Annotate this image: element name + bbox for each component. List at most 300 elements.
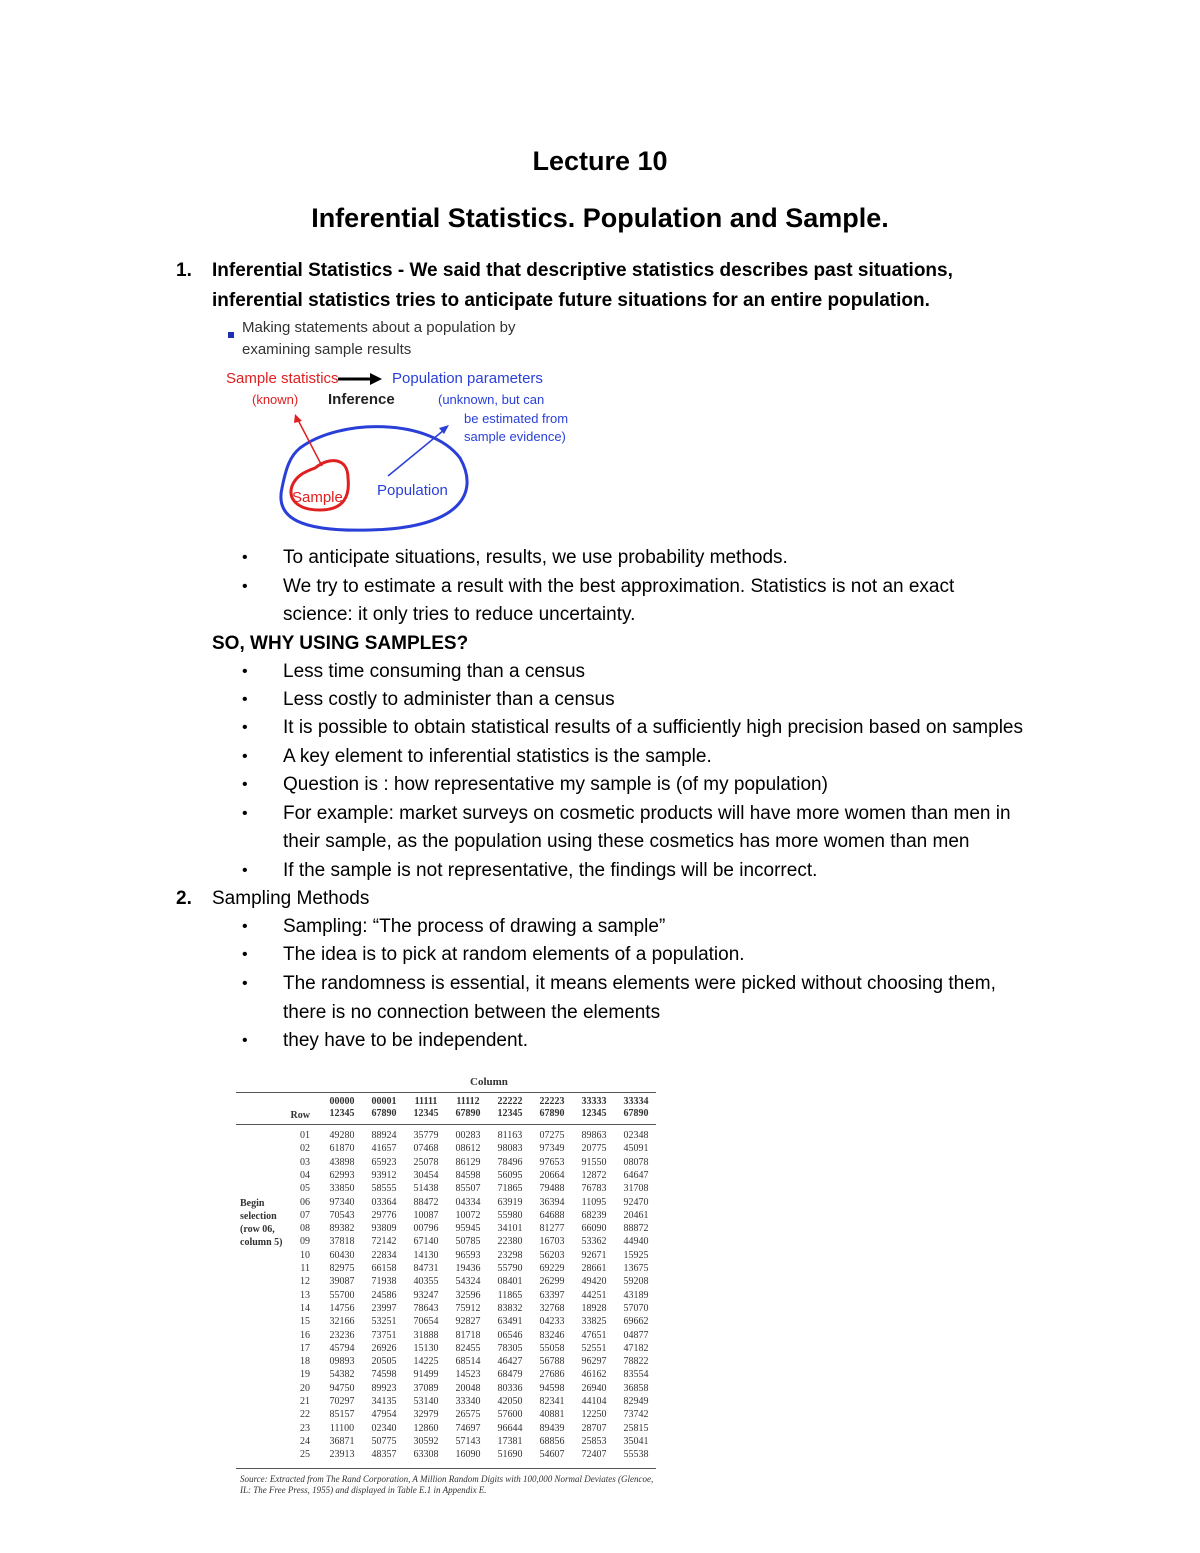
table-cell: 70654 <box>413 1316 439 1328</box>
bullet-icon: • <box>242 862 248 879</box>
table-cell: 56788 <box>539 1356 565 1368</box>
bullet-icon: • <box>242 1032 248 1049</box>
table-cell: 78305 <box>497 1342 523 1354</box>
bullet-icon: • <box>242 719 248 736</box>
table-cell: 88472 <box>413 1196 439 1208</box>
column-header-line: 33334 <box>623 1096 649 1107</box>
table-cell: 67140 <box>413 1236 439 1248</box>
table-cell: 27686 <box>539 1369 565 1381</box>
column-header-line: 67890 <box>371 1108 397 1119</box>
table-cell: 39087 <box>329 1276 355 1288</box>
table-cell: 74697 <box>455 1422 481 1434</box>
table-cell: 25815 <box>623 1422 649 1434</box>
population-sample-shapes <box>220 318 580 543</box>
table-cell: 81277 <box>539 1223 565 1235</box>
table-cell: 89382 <box>329 1223 355 1235</box>
table-cell: 50785 <box>455 1236 481 1248</box>
page-title: Inferential Statistics. Population and Sample. <box>311 203 889 233</box>
table-cell: 26940 <box>581 1382 607 1394</box>
table-cell: 65923 <box>371 1156 397 1168</box>
table-cell: 58555 <box>371 1183 397 1195</box>
table-cell: 92671 <box>581 1249 607 1261</box>
table-cell: 14756 <box>329 1302 355 1314</box>
table-cell: 12860 <box>413 1422 439 1434</box>
list-item: they have to be independent. <box>283 1030 529 1051</box>
table-cell: 10072 <box>455 1209 481 1221</box>
column-header <box>406 1096 446 1120</box>
table-cell: 73742 <box>623 1409 649 1421</box>
table-cell: 53140 <box>413 1396 439 1407</box>
table-cell: 08612 <box>455 1143 481 1155</box>
known-label: (known) <box>252 392 299 407</box>
row-number: 18 <box>300 1356 310 1368</box>
table-cell: 55980 <box>497 1209 523 1221</box>
row-number: 03 <box>300 1156 310 1168</box>
bullet-icon: • <box>242 578 248 595</box>
table-cell: 02348 <box>623 1130 649 1141</box>
table-cell: 04233 <box>539 1316 565 1328</box>
list-item: The idea is to pick at random elements of a population. <box>283 944 745 965</box>
column-header-line: 67890 <box>455 1108 481 1119</box>
table-cell: 79488 <box>539 1183 565 1195</box>
table-cell: 14523 <box>455 1369 481 1381</box>
row-number: 10 <box>300 1249 310 1261</box>
inference-diagram <box>220 318 580 543</box>
table-cell: 46427 <box>497 1356 523 1368</box>
table-cell: 48357 <box>371 1449 397 1461</box>
row-number: 05 <box>300 1183 310 1195</box>
table-cell: 63919 <box>497 1196 523 1208</box>
table-cell: 36394 <box>539 1196 565 1208</box>
table-cell: 34101 <box>497 1223 523 1235</box>
table-cell: 11865 <box>497 1289 523 1301</box>
column-header <box>574 1096 614 1120</box>
list-item: To anticipate situations, results, we use probability methods. <box>283 547 788 568</box>
table-cell: 47651 <box>581 1329 607 1341</box>
table-bottom-rule <box>236 1468 656 1469</box>
table-cell: 14225 <box>413 1356 439 1368</box>
table-cell: 20664 <box>539 1169 565 1181</box>
table-cell: 06546 <box>497 1329 523 1341</box>
unknown-label-3: sample evidence) <box>464 429 566 444</box>
table-cell: 66158 <box>371 1263 397 1274</box>
bullet-icon: • <box>242 975 248 992</box>
section-2-title: Sampling Methods <box>212 888 370 909</box>
table-source: Source: Extracted from The Rand Corporation, A Million Random Digits with 100,000 Normal Deviates (Glencoe, IL: The Free Press, 1955) and displayed in Table E.1 in Appendix E. <box>240 1474 654 1495</box>
list-item: It is possible to obtain statistical results of a sufficiently high precision based on samples <box>283 717 1023 738</box>
table-cell: 60430 <box>329 1249 355 1261</box>
column-header-line: 33333 <box>581 1096 607 1107</box>
table-cell: 12250 <box>581 1409 607 1421</box>
table-cell: 85157 <box>329 1409 355 1421</box>
table-cell: 51690 <box>497 1449 523 1461</box>
diagram-bullet-line-2: examining sample results <box>242 341 412 358</box>
table-cell: 68479 <box>497 1369 523 1381</box>
table-cell: 80336 <box>497 1382 523 1394</box>
table-cell: 63308 <box>413 1449 439 1461</box>
bullet-icon: • <box>242 946 248 963</box>
row-number: 19 <box>300 1369 310 1381</box>
table-cell: 55790 <box>497 1263 523 1274</box>
table-cell: 66090 <box>581 1223 607 1235</box>
column-header-line: 22222 <box>497 1096 523 1107</box>
list-item: We try to estimate a result with the best approximation. Statistics is not an exact <box>283 576 955 597</box>
table-cell: 97349 <box>539 1143 565 1155</box>
row-header: Row <box>290 1110 310 1121</box>
table-cell: 53251 <box>371 1316 397 1328</box>
table-cell: 68856 <box>539 1435 565 1447</box>
unknown-label-1: (unknown, but can <box>438 392 545 407</box>
table-cell: 64647 <box>623 1169 649 1181</box>
table-cell: 28707 <box>581 1422 607 1434</box>
table-cell: 16703 <box>539 1236 565 1248</box>
list-item: A key element to inferential statistics is the sample. <box>283 746 712 767</box>
table-cell: 68239 <box>581 1209 607 1221</box>
table-cell: 96644 <box>497 1422 523 1434</box>
list-item: If the sample is not representative, the findings will be incorrect. <box>283 860 818 881</box>
table-cell: 32166 <box>329 1316 355 1328</box>
table-cell: 57143 <box>455 1435 481 1447</box>
table-cell: 82949 <box>623 1396 649 1407</box>
table-cell: 20505 <box>371 1356 397 1368</box>
table-cell: 15130 <box>413 1342 439 1354</box>
table-cell: 73751 <box>371 1329 397 1341</box>
table-cell: 76783 <box>581 1183 607 1195</box>
table-cell: 30454 <box>413 1169 439 1181</box>
table-cell: 20048 <box>455 1382 481 1394</box>
table-cell: 88924 <box>371 1130 397 1141</box>
table-cell: 22380 <box>497 1236 523 1248</box>
table-cell: 59208 <box>623 1276 649 1288</box>
bullet-icon: • <box>242 805 248 822</box>
table-cell: 32979 <box>413 1409 439 1421</box>
table-cell: 89439 <box>539 1422 565 1434</box>
table-cell: 64688 <box>539 1209 565 1221</box>
table-cell: 82341 <box>539 1396 565 1407</box>
population-label: Population <box>377 482 448 499</box>
row-number: 13 <box>300 1289 310 1301</box>
table-cell: 63397 <box>539 1289 565 1301</box>
row-number: 21 <box>300 1396 310 1407</box>
table-cell: 72407 <box>581 1449 607 1461</box>
table-cell: 92827 <box>455 1316 481 1328</box>
sample-statistics-label: Sample statistics <box>226 370 339 387</box>
table-cell: 20775 <box>581 1143 607 1155</box>
section-1-line-2: inferential statistics tries to anticipate future situations for an entire population. <box>212 290 930 311</box>
table-cell: 83246 <box>539 1329 565 1341</box>
table-cell: 74598 <box>371 1369 397 1381</box>
table-cell: 56095 <box>497 1169 523 1181</box>
table-cell: 57070 <box>623 1302 649 1314</box>
table-cell: 33340 <box>455 1396 481 1407</box>
column-header-line: 67890 <box>539 1108 565 1119</box>
table-cell: 85507 <box>455 1183 481 1195</box>
table-cell: 78822 <box>623 1356 649 1368</box>
table-cell: 08401 <box>497 1276 523 1288</box>
table-cell: 72142 <box>371 1236 397 1248</box>
column-header-line: 00001 <box>371 1096 397 1107</box>
table-caption: Column <box>470 1076 508 1088</box>
table-cell: 26926 <box>371 1342 397 1354</box>
table-cell: 47182 <box>623 1342 649 1354</box>
begin-selection-line: Begin <box>240 1197 265 1209</box>
table-cell: 08078 <box>623 1156 649 1168</box>
table-cell: 81718 <box>455 1329 481 1341</box>
table-cell: 47954 <box>371 1409 397 1421</box>
table-cell: 69229 <box>539 1263 565 1274</box>
table-cell: 83554 <box>623 1369 649 1381</box>
table-cell: 61870 <box>329 1143 355 1155</box>
row-number: 17 <box>300 1342 310 1354</box>
row-number: 01 <box>300 1130 310 1141</box>
table-cell: 71865 <box>497 1183 523 1195</box>
table-cell: 04877 <box>623 1329 649 1341</box>
table-cell: 71938 <box>371 1276 397 1288</box>
table-cell: 43898 <box>329 1156 355 1168</box>
section-2-number: 2. <box>176 888 192 909</box>
table-cell: 93247 <box>413 1289 439 1301</box>
table-cell: 62993 <box>329 1169 355 1181</box>
table-cell: 16090 <box>455 1449 481 1461</box>
inference-label: Inference <box>328 391 395 408</box>
table-cell: 50775 <box>371 1435 397 1447</box>
column-header <box>532 1096 572 1120</box>
row-number: 14 <box>300 1302 310 1314</box>
column-header <box>616 1096 656 1120</box>
random-numbers-table <box>236 1072 656 1495</box>
list-item-continued: their sample, as the population using these cosmetics has more women than men <box>283 831 970 852</box>
bullet-icon: • <box>242 663 248 680</box>
table-cell: 96297 <box>581 1356 607 1368</box>
table-cell: 93809 <box>371 1223 397 1235</box>
table-cell: 10087 <box>413 1209 439 1221</box>
row-number: 09 <box>300 1236 310 1248</box>
table-cell: 40881 <box>539 1409 565 1421</box>
table-cell: 97653 <box>539 1156 565 1168</box>
table-cell: 09893 <box>329 1356 355 1368</box>
table-cell: 81163 <box>497 1130 523 1141</box>
table-cell: 04334 <box>455 1196 481 1208</box>
table-cell: 34135 <box>371 1396 397 1407</box>
begin-selection-line: (row 06, <box>240 1224 275 1236</box>
list-item: Less time consuming than a census <box>283 661 586 682</box>
table-cell: 23997 <box>371 1302 397 1314</box>
section-1-line-1: Inferential Statistics - We said that descriptive statistics describes past situations, <box>212 260 953 281</box>
row-number: 11 <box>300 1263 310 1274</box>
table-cell: 25078 <box>413 1156 439 1168</box>
table-cell: 23298 <box>497 1249 523 1261</box>
table-cell: 95945 <box>455 1223 481 1235</box>
row-number: 04 <box>300 1169 310 1181</box>
table-cell: 55538 <box>623 1449 649 1461</box>
population-parameters-label: Population parameters <box>392 370 543 387</box>
row-number: 12 <box>300 1276 310 1288</box>
table-cell: 00796 <box>413 1223 439 1235</box>
column-header <box>364 1096 404 1120</box>
table-cell: 91550 <box>581 1156 607 1168</box>
bullet-icon: • <box>242 748 248 765</box>
table-cell: 45091 <box>623 1143 649 1155</box>
table-cell: 97340 <box>329 1196 355 1208</box>
row-number: 08 <box>300 1223 310 1235</box>
table-cell: 51438 <box>413 1183 439 1195</box>
table-cell: 91499 <box>413 1369 439 1381</box>
table-cell: 84598 <box>455 1169 481 1181</box>
column-header <box>322 1096 362 1120</box>
table-cell: 22834 <box>371 1249 397 1261</box>
column-header-line: 67890 <box>623 1108 649 1119</box>
list-item: For example: market surveys on cosmetic products will have more women than men in <box>283 803 1011 824</box>
table-cell: 15925 <box>623 1249 649 1261</box>
table-cell: 37089 <box>413 1382 439 1394</box>
table-cell: 78496 <box>497 1156 523 1168</box>
table-cell: 32596 <box>455 1289 481 1301</box>
table-cell: 49420 <box>581 1276 607 1288</box>
table-cell: 54382 <box>329 1369 355 1381</box>
table-cell: 89923 <box>371 1382 397 1394</box>
table-cell: 93912 <box>371 1169 397 1181</box>
table-cell: 96593 <box>455 1249 481 1261</box>
table-cell: 11100 <box>329 1422 355 1434</box>
table-cell: 28661 <box>581 1263 607 1274</box>
table-cell: 14130 <box>413 1249 439 1261</box>
table-cell: 55700 <box>329 1289 355 1301</box>
list-item: The randomness is essential, it means elements were picked without choosing them, <box>283 973 996 994</box>
table-cell: 33850 <box>329 1183 355 1195</box>
table-cell: 23236 <box>329 1329 355 1341</box>
column-header-line: 11111 <box>414 1096 438 1107</box>
row-number: 22 <box>300 1409 310 1421</box>
list-item: Sampling: “The process of drawing a sample” <box>283 916 666 937</box>
table-cell: 31708 <box>623 1183 649 1195</box>
table-cell: 32768 <box>539 1302 565 1314</box>
table-cell: 17381 <box>497 1435 523 1447</box>
column-header-line: 11112 <box>456 1096 480 1107</box>
row-number: 20 <box>300 1382 310 1394</box>
table-cell: 49280 <box>329 1130 355 1141</box>
table-cell: 89863 <box>581 1130 607 1141</box>
sample-label: Sample <box>292 489 343 506</box>
table-cell: 98083 <box>497 1143 523 1155</box>
table-cell: 46162 <box>581 1369 607 1381</box>
unknown-label-2: be estimated from <box>464 411 569 426</box>
table-cell: 26299 <box>539 1276 565 1288</box>
table-cell: 30592 <box>413 1435 439 1447</box>
column-header-line: 12345 <box>329 1108 355 1119</box>
table-cell: 42050 <box>497 1396 523 1407</box>
column-header-line: 12345 <box>581 1108 607 1119</box>
table-cell: 00283 <box>455 1130 481 1141</box>
table-cell: 70543 <box>329 1209 355 1221</box>
table-cell: 94598 <box>539 1382 565 1394</box>
row-number: 07 <box>300 1209 310 1221</box>
why-heading: SO, WHY USING SAMPLES? <box>212 633 469 654</box>
begin-selection-line: column 5) <box>240 1237 283 1249</box>
table-cell: 92470 <box>623 1196 649 1208</box>
lecture-title: Lecture 10 <box>532 146 668 176</box>
table-cell: 57600 <box>497 1409 523 1421</box>
table-cell: 53362 <box>581 1236 607 1248</box>
row-number: 02 <box>300 1143 310 1155</box>
table-cell: 40355 <box>413 1276 439 1288</box>
row-number: 25 <box>300 1449 310 1461</box>
row-number: 23 <box>300 1422 310 1434</box>
row-number: 06 <box>300 1196 310 1208</box>
table-cell: 26575 <box>455 1409 481 1421</box>
table-cell: 45794 <box>329 1342 355 1354</box>
table-cell: 69662 <box>623 1316 649 1328</box>
table-cell: 35041 <box>623 1435 649 1447</box>
column-header <box>490 1096 530 1120</box>
list-item: Less costly to administer than a census <box>283 689 615 710</box>
table-cell: 35779 <box>413 1130 439 1141</box>
table-cell: 31888 <box>413 1329 439 1341</box>
table-cell: 12872 <box>581 1169 607 1181</box>
table-cell: 19436 <box>455 1263 481 1274</box>
table-cell: 70297 <box>329 1396 355 1407</box>
table-cell: 54324 <box>455 1276 481 1288</box>
table-cell: 36871 <box>329 1435 355 1447</box>
table-cell: 84731 <box>413 1263 439 1274</box>
column-header <box>448 1096 488 1120</box>
row-number: 24 <box>300 1435 310 1447</box>
row-number: 15 <box>300 1316 310 1328</box>
list-item-continued: science: it only tries to reduce uncertainty. <box>283 604 636 625</box>
begin-selection-line: selection <box>240 1210 277 1222</box>
table-cell: 68514 <box>455 1356 481 1368</box>
table-cell: 43189 <box>623 1289 649 1301</box>
diagram-bullet-line-1: Making statements about a population by <box>242 319 516 336</box>
list-item-continued: there is no connection between the elements <box>283 1002 661 1023</box>
column-header-line: 12345 <box>497 1108 523 1119</box>
bullet-icon: • <box>242 691 248 708</box>
bullet-icon: • <box>242 918 248 935</box>
bullet-icon: • <box>242 549 248 566</box>
section-1-number: 1. <box>176 260 192 281</box>
table-cell: 44104 <box>581 1396 607 1407</box>
table-cell: 54607 <box>539 1449 565 1461</box>
bullet-icon: • <box>242 776 248 793</box>
table-header-rule <box>236 1124 656 1125</box>
table-cell: 78643 <box>413 1302 439 1314</box>
table-cell: 11095 <box>581 1196 607 1208</box>
table-cell: 44251 <box>581 1289 607 1301</box>
table-cell: 24586 <box>371 1289 397 1301</box>
list-item: Question is : how representative my sample is (of my population) <box>283 774 828 795</box>
column-header-line: 00000 <box>329 1096 355 1107</box>
table-top-rule <box>236 1092 656 1093</box>
table-cell: 83832 <box>497 1302 523 1314</box>
table-cell: 03364 <box>371 1196 397 1208</box>
table-cell: 07468 <box>413 1143 439 1155</box>
table-cell: 75912 <box>455 1302 481 1314</box>
table-cell: 82455 <box>455 1342 481 1354</box>
table-cell: 13675 <box>623 1263 649 1274</box>
table-cell: 25853 <box>581 1435 607 1447</box>
table-cell: 29776 <box>371 1209 397 1221</box>
table-cell: 07275 <box>539 1130 565 1141</box>
table-cell: 52551 <box>581 1342 607 1354</box>
table-cell: 44940 <box>623 1236 649 1248</box>
table-cell: 88872 <box>623 1223 649 1235</box>
table-cell: 63491 <box>497 1316 523 1328</box>
table-cell: 33825 <box>581 1316 607 1328</box>
table-cell: 94750 <box>329 1382 355 1394</box>
table-cell: 18928 <box>581 1302 607 1314</box>
table-cell: 36858 <box>623 1382 649 1394</box>
table-cell: 20461 <box>623 1209 649 1221</box>
table-cell: 55058 <box>539 1342 565 1354</box>
